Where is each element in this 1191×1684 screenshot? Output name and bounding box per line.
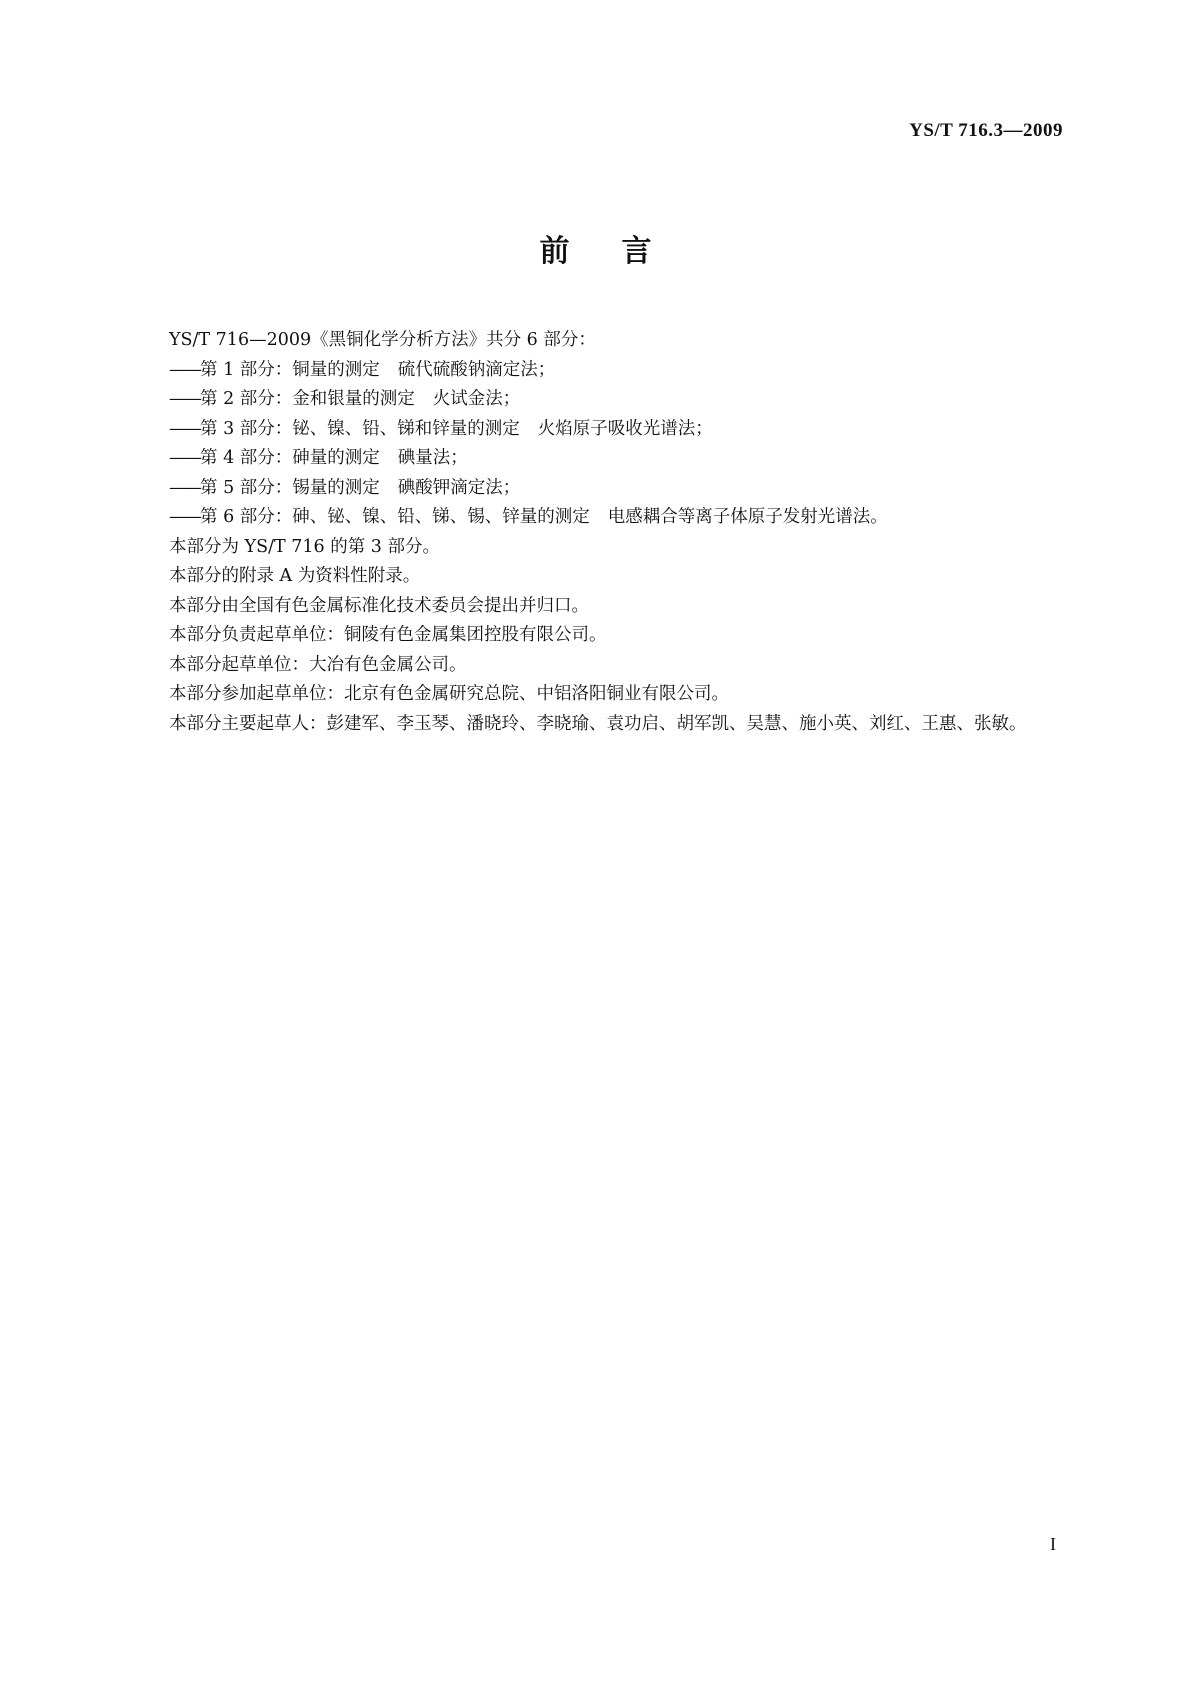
- part-label: 第 5 部分：: [200, 477, 293, 498]
- em-dash: ——: [169, 477, 200, 498]
- standard-code: YS/T 716.3—2009: [909, 120, 1063, 141]
- part-subject: 铜量的测定: [292, 359, 380, 380]
- part-subject: 金和银量的测定: [292, 389, 415, 409]
- parts-list: [134, 356, 1059, 533]
- page-title: 前言: [539, 234, 704, 269]
- page-number: I: [1050, 1534, 1056, 1554]
- list-item: [134, 444, 1059, 474]
- list-item: [134, 385, 1059, 415]
- part-method: 火试金法；: [432, 389, 521, 409]
- list-item: [134, 503, 1059, 533]
- part-label: 第 3 部分：: [200, 418, 293, 439]
- part-label: 第 4 部分：: [200, 448, 293, 468]
- part-method: 碘酸钾滴定法；: [397, 477, 521, 498]
- intro-paragraph: YS/T 716—2009《黑铜化学分析方法》共分 6 部分：: [169, 330, 596, 350]
- part-label: 第 2 部分：: [200, 389, 293, 409]
- part-subject: 锡量的测定: [292, 477, 380, 498]
- list-item: [134, 415, 1059, 445]
- part-method: 火焰原子吸收光谱法；: [537, 418, 713, 439]
- foreword-body: [134, 326, 1059, 739]
- em-dash: ——: [169, 448, 200, 468]
- part-label: 第 1 部分：: [200, 359, 293, 380]
- list-item: [134, 474, 1059, 504]
- main-drafters-paragraph: 本部分主要起草人：彭建军、李玉琴、潘晓玲、李晓瑜、袁功启、胡军凯、吴慧、施小英、刘红、王惠、张敏。: [169, 713, 1027, 734]
- part-subject: 砷、铋、镍、铅、锑、锡、锌量的测定: [292, 507, 590, 527]
- annex-paragraph: 本部分的附录 A 为资料性附录。: [169, 566, 421, 586]
- part-label: 第 6 部分：: [200, 507, 293, 527]
- list-item: [134, 356, 1059, 386]
- part-subject: 砷量的测定: [292, 448, 380, 468]
- part-method: 硫代硫酸钠滴定法；: [397, 359, 556, 380]
- part-method: 电感耦合等离子体原子发射光谱法。: [607, 507, 888, 527]
- part-method: 碘量法；: [397, 448, 468, 468]
- em-dash: ——: [169, 418, 200, 439]
- part-subject: 铋、镍、铅、锑和锌量的测定: [292, 418, 520, 439]
- em-dash: ——: [169, 389, 200, 409]
- em-dash: ——: [169, 359, 200, 380]
- drafter-paragraph: 本部分起草单位：大冶有色金属公司。: [169, 654, 467, 675]
- em-dash: ——: [169, 507, 200, 527]
- participating-drafter-paragraph: 本部分参加起草单位：北京有色金属研究总院、中铝洛阳铜业有限公司。: [169, 684, 729, 704]
- proposer-paragraph: 本部分由全国有色金属标准化技术委员会提出并归口。: [169, 595, 589, 616]
- responsible-drafter-paragraph: 本部分负责起草单位：铜陵有色金属集团控股有限公司。: [169, 625, 607, 645]
- part-statement-paragraph: 本部分为 YS/T 716 的第 3 部分。: [169, 536, 440, 557]
